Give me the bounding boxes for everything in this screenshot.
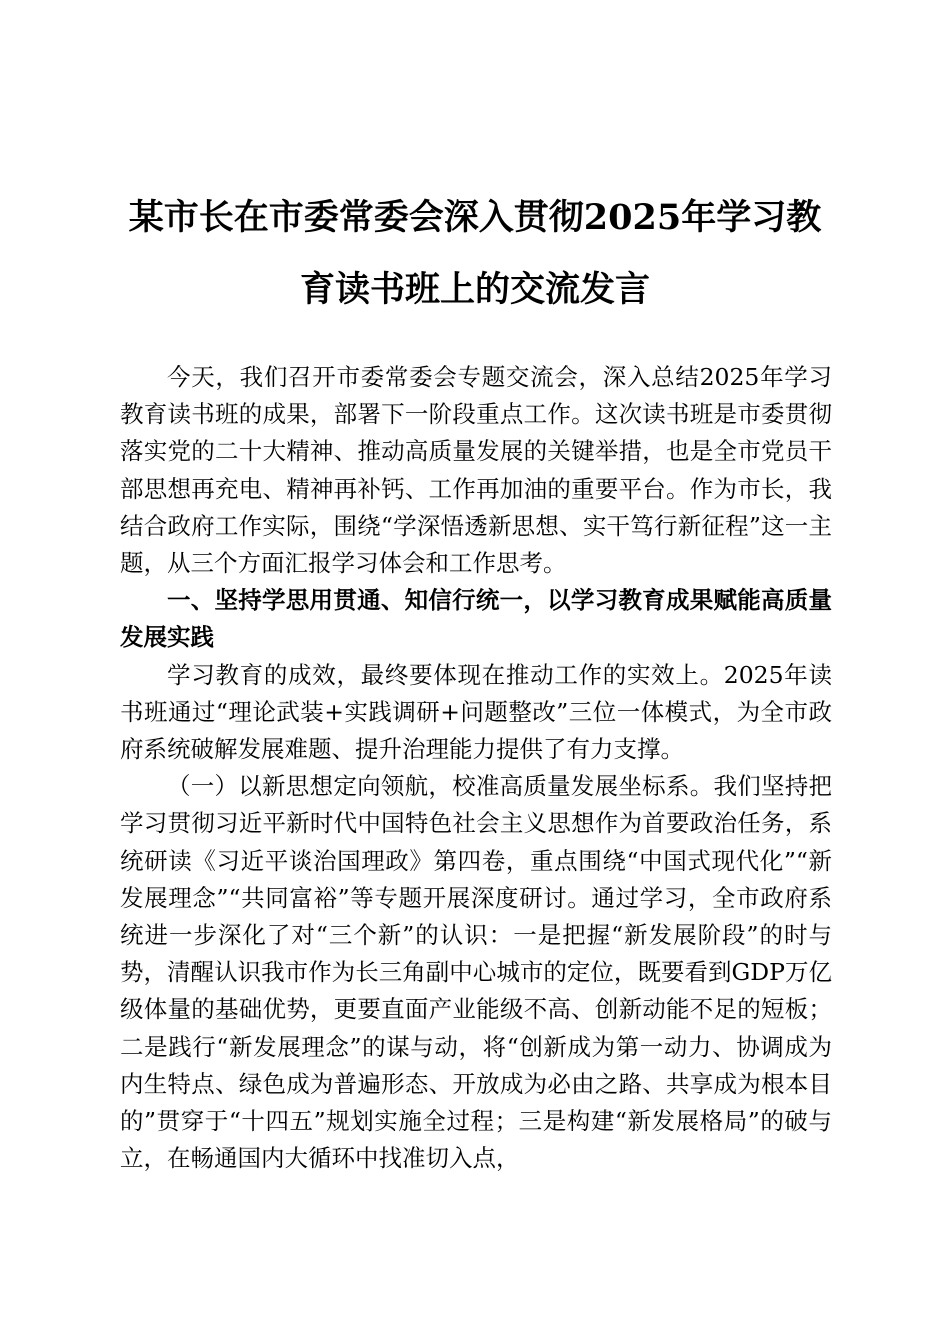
document-title-line-1: 某市长在市委常委会深入贯彻2025年学习教: [128, 197, 822, 238]
document-body: [120, 359, 832, 1177]
document-title-line-2: 育读书班上的交流发言: [299, 269, 650, 310]
subsection-1-body: 我们坚持把学习贯彻习近平新时代中国特色社会主义思想作为首要政治任务，系统研读《习近平谈治国理政》第四卷，重点围绕“中国式现代化”“新发展理念”“共同富裕”等专题开展深度研讨。通过学习，全市政府系统进一步深化了对“三个新”的认识：一是把握“新发展阶段”的时与势，清醒认识我市作为长三角副中心城市的定位，既要看到GDP万亿级体量的基础优势，更要直面产业能级不高、创新动能不足的短板；二是践行“新发展理念”的谋与动，将“创新成为第一动力、协调成为内生特点、绿色成为普遍形态、开放成为必由之路、共享成为根本目的”贯穿于“十四五”规划实施全过程；三是构建“新发展格局”的破与立，在畅通国内大循环中找准切入点，: [120, 772, 833, 1173]
section-1-paragraph: 学习教育的成效，最终要体现在推动工作的实效上。2025年读书班通过“理论武装+实践调研+问题整改”三位一体模式，为全市政府系统破解发展难题、提升治理能力提供了有力支撑。: [120, 660, 832, 764]
subsection-1-paragraph: [120, 768, 832, 1177]
intro-paragraph: 今天，我们召开市委常委会专题交流会，深入总结2025年学习教育读书班的成果，部署下一阶段重点工作。这次读书班是市委贯彻落实党的二十大精神、推动高质量发展的关键举措，也是全市党员干部思想再充电、精神再补钙、工作再加油的重要平台。作为市长，我结合政府工作实际，围绕“学深悟透新思想、实干笃行新征程”这一主题，从三个方面汇报学习体会和工作思考。: [120, 363, 832, 578]
subsection-1-heading: （一）以新思想定向领航，校准高质量发展坐标系。: [167, 772, 714, 801]
section-1-heading: 一、坚持学思用贯通、知信行统一，以学习教育成果赋能高质量发展实践: [120, 586, 832, 652]
